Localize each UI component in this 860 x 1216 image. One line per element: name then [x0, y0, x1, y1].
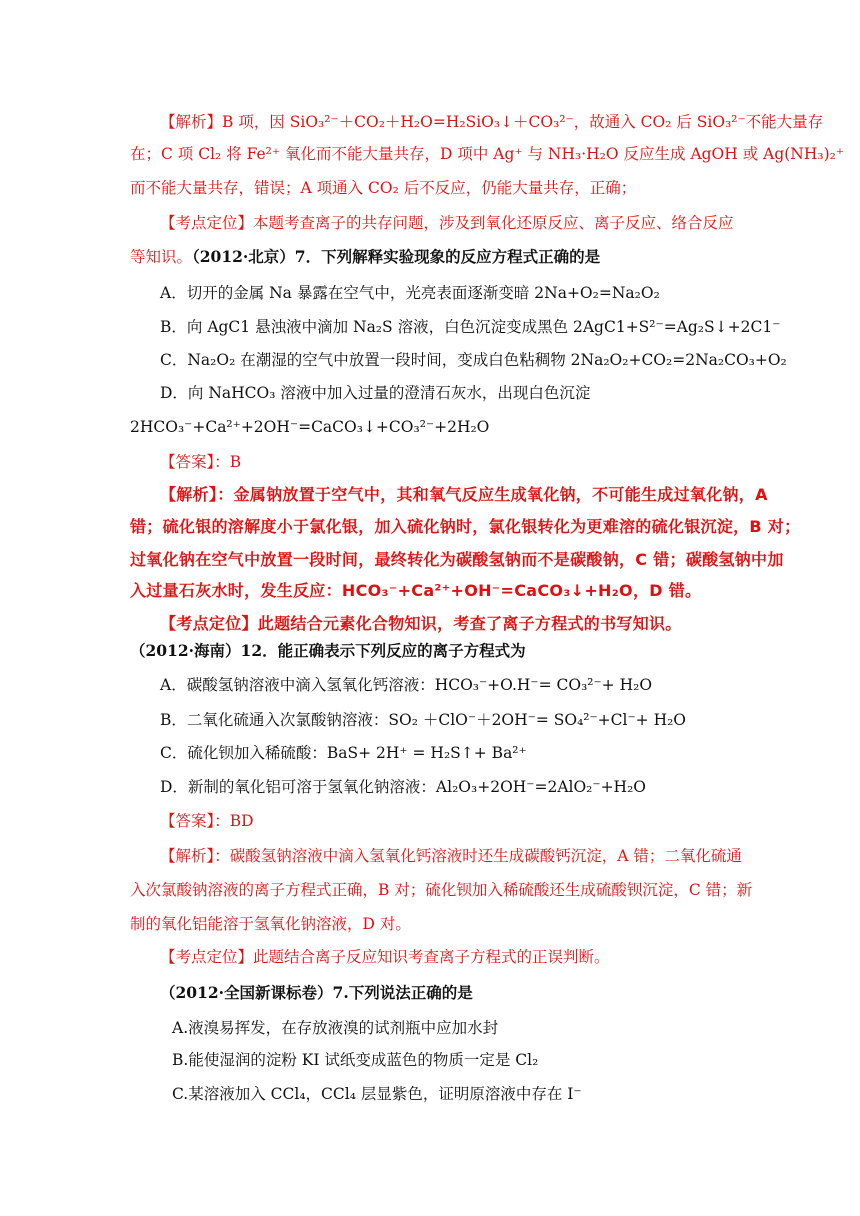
option-c: C．Na₂O₂ 在潮湿的空气中放置一段时间，变成白色粘稠物 2Na₂O₂+CO₂=2Na₂CO₃+O₂	[160, 351, 787, 369]
option-c-2: C．硫化钡加入稀硫酸：BaS+ 2H⁺ = H₂S↑+ Ba²⁺	[160, 744, 527, 762]
analysis-line-2: 在；C 项 Cl₂ 将 Fe²⁺ 氧化而不能大量共存，D 项中 Ag⁺ 与 NH₃·H₂O 反应生成 AgOH 或 Ag(NH₃)₂⁺	[130, 145, 845, 163]
topic-2: 【考点定位】此题结合元素化合物知识，考查了离子方程式的书写知识。	[160, 614, 682, 633]
option-d: D．向 NaHCO₃ 溶液中加入过量的澄清石灰水，出现白色沉淀	[160, 384, 591, 402]
answer-bd: 【答案】：BD	[160, 812, 254, 830]
analysis-2-line-3: 过氧化钠在空气中放置一段时间，最终转化为碳酸氢钠而不是碳酸钠，C 错；碳酸氢钠中加	[130, 550, 784, 569]
topic-line-2-tail: 等知识。	[130, 248, 193, 266]
analysis-3-line-2: 入次氯酸钠溶液的离子方程式正确，B 对；硫化钡加入稀硫酸还生成硫酸钡沉淀，C 错；新	[130, 881, 753, 899]
question-hainan-12: （2012·海南）12．能正确表示下列反应的离子方程式为	[130, 641, 526, 660]
option-d-2: D．新制的氧化铝可溶于氢氧化钠溶液：Al₂O₃+2OH⁻=2AlO₂⁻+H₂O	[160, 778, 646, 796]
option-b: B．向 AgC1 悬浊液中滴加 Na₂S 溶液，白色沉淀变成黑色 2AgC1+S²⁻=Ag₂S↓+2C1⁻	[160, 318, 781, 336]
option-d-equation: 2HCO₃⁻+Ca²⁺+2OH⁻=CaCO₃↓+CO₃²⁻+2H₂O	[130, 418, 490, 436]
analysis-line-1: 【解析】B 项，因 SiO₃²⁻＋CO₂＋H₂O=H₂SiO₃↓＋CO₃²⁻，故通入 CO₂ 后 SiO₃²⁻不能大量存	[160, 113, 824, 131]
analysis-3-line-1: 【解析】：碳酸氢钠溶液中滴入氢氧化钙溶液时还生成碳酸钙沉淀，A 错；二氧化硫通	[160, 847, 742, 865]
option-c-3: C.某溶液加入 CCl₄，CCl₄ 层显紫色，证明原溶液中存在 I⁻	[172, 1085, 582, 1103]
option-a-3: A.液溴易挥发，在存放液溴的试剂瓶中应加水封	[172, 1019, 499, 1037]
topic-line-1: 【考点定位】本题考查离子的共存问题，涉及到氧化还原反应、离子反应、络合反应	[160, 214, 734, 232]
topic-3: 【考点定位】此题结合离子反应知识考查离子方程式的正误判断。	[160, 948, 610, 966]
answer-b: 【答案】：B	[160, 453, 242, 471]
analysis-line-3: 而不能大量共存，错误；A 项通入 CO₂ 后不反应，仍能大量共存，正确；	[130, 179, 637, 197]
option-b-3: B.能使湿润的淀粉 KI 试纸变成蓝色的物质一定是 Cl₂	[172, 1051, 539, 1069]
analysis-2-line-1: 【解析】：金属钠放置于空气中，其和氧气反应生成氧化钠，不可能生成过氧化钠，A	[160, 485, 768, 504]
analysis-3-line-3: 制的氧化铝能溶于氢氧化钠溶液，D 对。	[130, 915, 411, 933]
option-a-2: A．碳酸氢钠溶液中滴入氢氧化钙溶液：HCO₃⁻+O.H⁻= CO₃²⁻+ H₂O	[160, 676, 653, 694]
topic-line-2	[130, 246, 600, 268]
question-national-7: （2012·全国新课标卷）7.下列说法正确的是	[160, 983, 473, 1002]
option-b-2: B．二氧化硫通入次氯酸钠溶液：SO₂ ＋ClO⁻＋2OH⁻= SO₄²⁻+Cl⁻+ H₂O	[160, 711, 687, 729]
question-beijing-7: （2012·北京）7．下列解释实验现象的反应方程式正确的是	[192, 247, 601, 266]
analysis-2-line-4: 入过量石灰水时，发生反应：HCO₃⁻+Ca²⁺+OH⁻=CaCO₃↓+H₂O，D 错。	[130, 581, 702, 600]
analysis-2-line-2: 错；硫化银的溶解度小于氯化银，加入硫化钠时，氯化银转化为更难溶的硫化银沉淀，B 对；	[130, 517, 801, 536]
option-a: A．切开的金属 Na 暴露在空气中，光亮表面逐渐变暗 2Na+O₂=Na₂O₂	[160, 284, 660, 302]
